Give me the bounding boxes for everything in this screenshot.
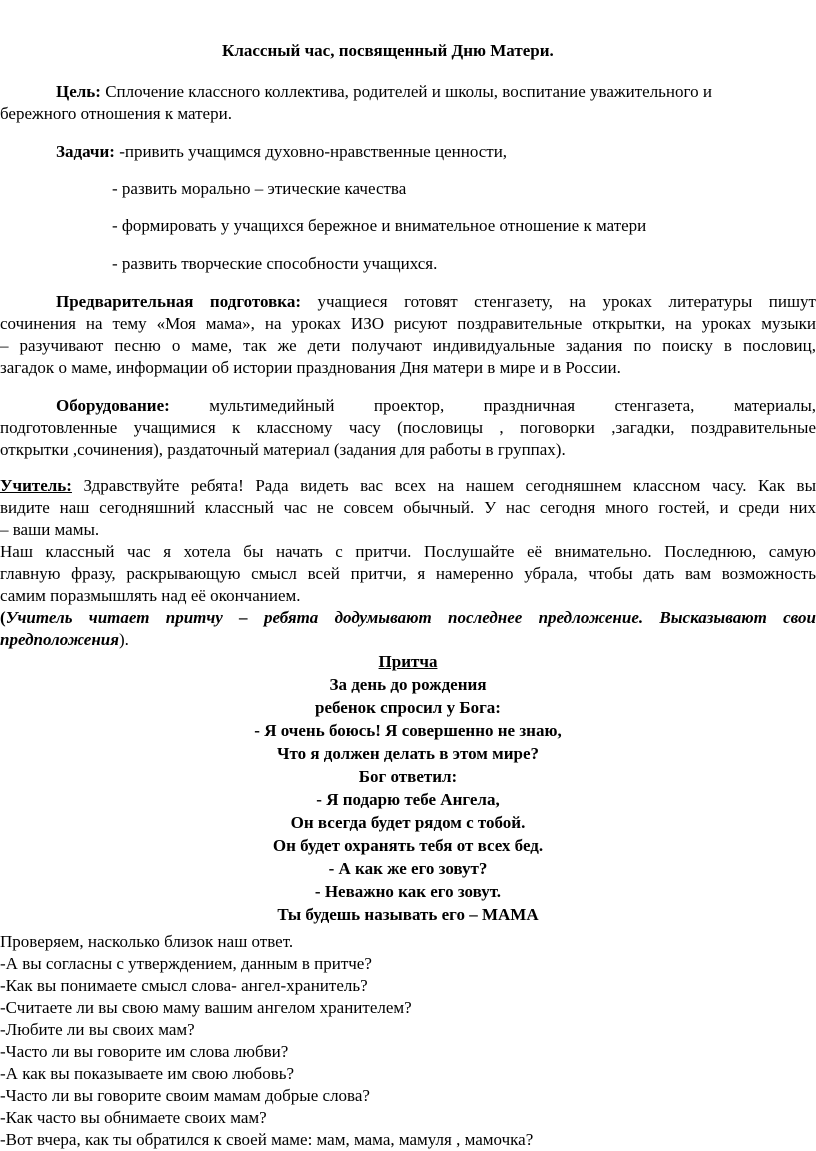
- parable-line: Он будет охранять тебя от всех бед.: [272, 836, 544, 855]
- equipment-line3: открытки ,сочинения), раздаточный материал (задания для работы в группах).: [0, 440, 566, 459]
- teacher-line4: Наш классный час я хотела бы начать с притчи. Послушайте её внимательно. Последнюю, самую: [0, 542, 816, 561]
- teacher-line2: видите наш сегодняшний классный час не совсем обычный. У нас сегодня много гостей, и среди них: [0, 498, 816, 517]
- question-line: -Считаете ли вы свою маму вашим ангелом хранителем?: [0, 998, 412, 1017]
- goal-text-line2: бережного отношения к матери.: [0, 104, 232, 123]
- question-line: -Вот вчера, как ты обратился к своей маме: мам, мама, мамуля , мамочка?: [0, 1130, 534, 1149]
- equipment-label: Оборудование:: [56, 396, 170, 415]
- parable-line: - Неважно как его зовут.: [314, 882, 502, 901]
- parable-line: Ты будешь называть его – МАМА: [277, 905, 539, 924]
- goal-label: Цель:: [56, 82, 101, 101]
- teacher-line5: главную фразу, раскрывающую смысл всей притчи, я намеренно убрала, чтобы дать вам возможность: [0, 564, 816, 583]
- goal-paragraph: [56, 81, 816, 103]
- questions-list: [0, 931, 816, 1151]
- parable-line: За день до рождения: [329, 675, 487, 694]
- parable-line: Что я должен делать в этом мире?: [276, 744, 540, 763]
- question-line: -Как вы понимаете смысл слова- ангел-хранитель?: [0, 976, 368, 995]
- parable-line: Бог ответил:: [358, 767, 458, 786]
- preparation-line3: – разучивают песню о маме, так же дети получают индивидуальные задания по поиску в пословиц,: [0, 336, 816, 355]
- parable-line: - Я подарю тебе Ангела,: [316, 790, 500, 809]
- parable-heading: Притча: [378, 652, 438, 671]
- equipment-line2: подготовленные учащимися к классному часу (пословицы , поговорки ,загадки, поздравительные: [0, 418, 816, 437]
- question-line: -А как вы показываете им свою любовь?: [0, 1064, 295, 1083]
- task-item: - формировать у учащихся бережное и внимательное отношение к матери: [112, 216, 647, 235]
- preparation-line2: сочинения на тему «Моя мама», на уроках ИЗО рисуют поздравительные открытки, на уроках музыки: [0, 314, 816, 333]
- preparation-line4: загадок о маме, информации об истории празднования Дня матери в мире и в России.: [0, 358, 621, 377]
- document-title: Классный час, посвященный Дню Матери.: [222, 41, 554, 60]
- parable-line: Он всегда будет рядом с тобой.: [290, 813, 526, 832]
- tasks-label: Задачи:: [56, 142, 115, 161]
- question-line: Проверяем, насколько близок наш ответ.: [0, 932, 294, 951]
- question-line: -Как часто вы обнимаете своих мам?: [0, 1108, 267, 1127]
- preparation-label: Предварительная подготовка:: [56, 292, 301, 311]
- tasks-first: -привить учащимся духовно-нравственные ценности,: [114, 142, 508, 161]
- preparation-line1: Предварительная подготовка: учащиеся готовят стенгазету, на уроках литературы пишут: [56, 292, 816, 311]
- question-line: -А вы согласны с утверждением, данным в притче?: [0, 954, 372, 973]
- parable-line: - Я очень боюсь! Я совершенно не знаю,: [254, 721, 562, 740]
- teacher-label: Учитель:: [0, 476, 72, 495]
- equipment-line1: Оборудование: мультимедийный проектор, праздничная стенгазета, материалы,: [56, 396, 816, 415]
- task-item: - развить морально – этические качества: [112, 179, 407, 198]
- parable-line: ребенок спросил у Бога:: [315, 698, 501, 717]
- teacher-line6: самим поразмышлять над её окончанием.: [0, 586, 301, 605]
- goal-text-line1: Сплочение классного коллектива, родителей и школы, воспитание уважительного и: [100, 82, 712, 101]
- instruction-line2: предположения).: [0, 630, 129, 649]
- question-line: -Любите ли вы своих мам?: [0, 1020, 195, 1039]
- teacher-line3: – ваши мамы.: [0, 520, 100, 539]
- task-item: - развить творческие способности учащихся.: [112, 254, 438, 273]
- teacher-line1: Учитель: Здравствуйте ребята! Рада видеть вас всех на нашем сегодняшнем классном часу. Как вы: [0, 476, 816, 495]
- parable-line: - А как же его зовут?: [328, 859, 488, 878]
- question-line: -Часто ли вы говорите своим мамам добрые слова?: [0, 1086, 370, 1105]
- parable-block: [0, 650, 816, 926]
- question-line: -Часто ли вы говорите им слова любви?: [0, 1042, 289, 1061]
- instruction-line1: (Учитель читает притчу – ребята додумывают последнее предложение. Высказывают свои: [0, 608, 816, 627]
- tasks-paragraph: [56, 141, 507, 163]
